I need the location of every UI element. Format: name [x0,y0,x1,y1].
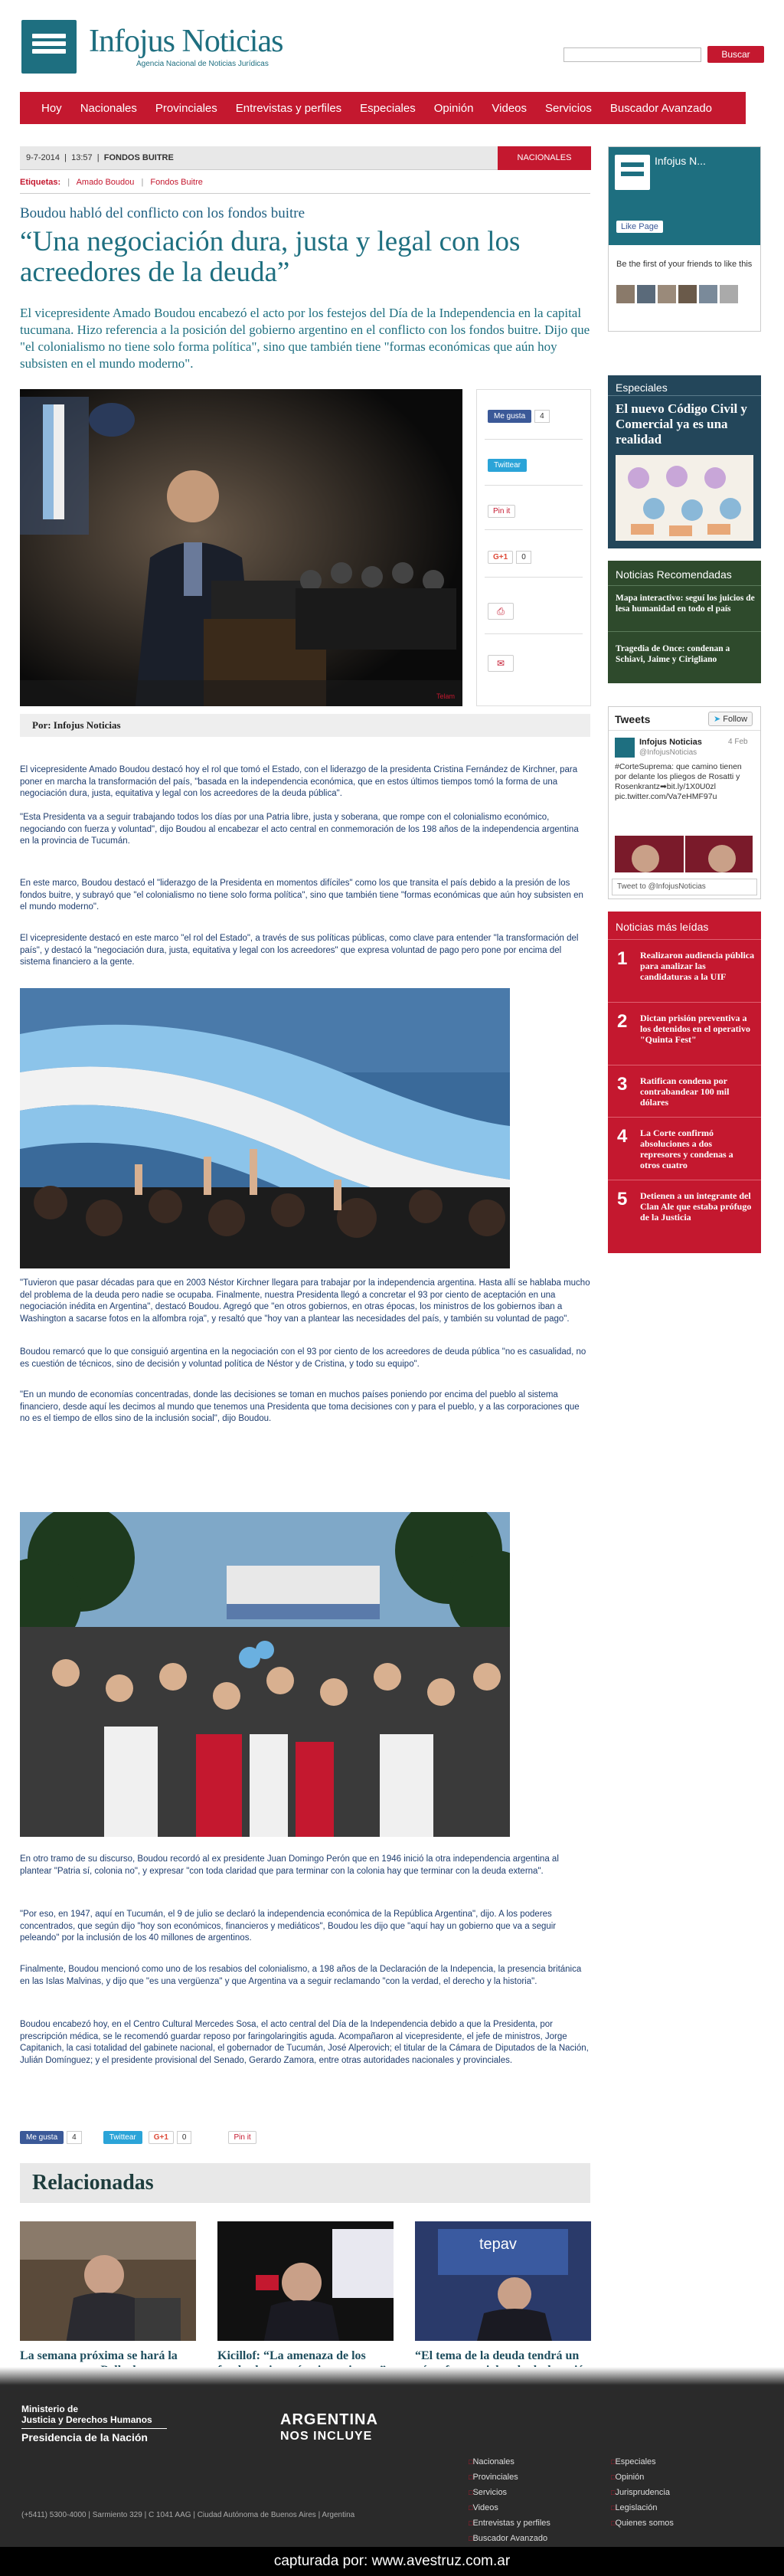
most-read-link[interactable]: Dictan prisión preventiva a los detenidos en el operativo "Quinta Fest" [640,1013,750,1045]
facebook-cover [609,147,760,245]
paragraph: Boudou remarcó que lo que consiguió argentina en la negociación con el 93 por ciento de los acreedores de deuda pública "no es casualidad, no es cuestión de técnicos, sino de decisión y voluntad política de Néstor y de Cristina, y todo su equipo". [20,1347,586,1369]
article-section[interactable]: FONDOS BUITRE [103,153,174,162]
main-nav [20,92,746,124]
footer-presidencia[interactable]: Presidencia de la Nación [21,2431,148,2443]
facebook-friends-avatars [616,285,738,303]
footer-ministerio[interactable]: Ministerio de Justicia y Derechos Humanos [21,2404,152,2425]
paragraph: En este marco, Boudou destacó el "liderazgo de la Presidenta en momentos difíciles" como los que transita el país debido a la presión de los fondos buitre, y subrayó que "el colonialismo no tiene solo forma política", sino que también tiene "formas económicas que aún hoy subsisten en el mundo moderno". [20,879,583,912]
most-read-number: 3 [617,1074,628,1095]
search-button[interactable]: Buscar [707,46,764,63]
facebook-page-widget [608,146,761,332]
nav-item[interactable]: Especiales [360,101,416,115]
tweet-text: #CorteSuprema: que camino tienen por delante los pliegos de Rosatti y Rosenkrantz➡bit.ly/1X0U0zl pic.twitter.com/Va7eHMF97u [615,762,742,801]
paragraph: "Esta Presidenta va a seguir trabajando todos los días por una Patria libre, justa y soberana, que rompe con el colonialismo económico, negociando con fuerza y voluntad", dijo Boudou al encabezar el acto central en conmemoración de los 198 años de la independencia argentina en la provincia de Tucumán. [20,813,579,846]
paragraph: Finalmente, Boudou mencionó como uno de los resabios del colonialismo, a 198 años de la Declaración de la Indepencia, la presencia británica en las Islas Malvinas, y dijo que "es una vergüenza" y que Argentina va a seguir reclamando "con la verdad, el derecho y la historia". [20,1965,582,1986]
article-lead: El vicepresidente Amado Boudou encabezó el acto por los festejos del Día de la Independencia en la capital tucumana. Hizo referencia a la posición del gobierno argentino en el conflicto con los fondos buitre. Dijo que "el colonialismo no tiene solo forma política", sino que también tiene "formas económicas que aún hoy subsisten en el mundo moderno". [20,306,590,371]
article-meta: 9-7-2014 | 13:57 | FONDOS BUITRE [20,146,590,170]
facebook-like-button[interactable]: Me gusta [20,2131,64,2144]
footer-link[interactable]: □ Servicios [469,2488,507,2497]
nav-item[interactable]: Servicios [545,101,592,115]
paragraph: El vicepresidente destacó en este marco "el rol del Estado", a través de sus políticas públicas, como clave para entender "la transformación del país", y destacó la "negociación dura, justa, equitativa y legal con los acreedores" que expresa voluntad de pago pero pone por encima del sistema financiero a la gente. [20,934,579,967]
tweet-handle: @InfojusNoticias [639,748,697,757]
capture-watermark: capturada por: www.avestruz.com.ar [0,2547,784,2576]
article-date: 9-7-2014 [26,153,60,162]
twitter-tweet-button[interactable]: Twittear [103,2131,142,2144]
page-avatar-icon [615,155,650,190]
article-time: 13:57 [71,153,93,162]
tags-label: Etiquetas: [20,178,61,187]
article-photo [20,988,510,1268]
footer-link[interactable]: □ Provinciales [469,2473,518,2482]
footer-shadow [0,2367,784,2385]
related-title[interactable]: Kicillof: “La amenaza de los [217,2349,366,2362]
especiales-title[interactable]: El nuevo Código Civil y Comercial ya es una realidad [616,401,747,447]
facebook-like[interactable] [488,408,550,423]
related-title[interactable]: “El tema de la deuda tendrá un [415,2349,580,2362]
nav-item[interactable]: Entrevistas y perfiles [235,101,342,115]
footer-link[interactable]: □ Especiales [611,2457,656,2466]
tweet-to-input[interactable]: Tweet to @InfojusNoticias [612,879,757,895]
twitter-bird-icon: ➤ [714,715,721,724]
nav-item[interactable]: Opinión [433,101,474,115]
facebook-like-count: 4 [534,410,550,423]
footer-address: (+5411) 5300-4000 | Sarmiento 329 | C 1041 AAG | Ciudad Autónoma de Buenos Aires | Argentina [21,2511,355,2519]
most-read-number: 1 [617,948,628,969]
related-thumbnail[interactable] [217,2221,394,2341]
most-read-link[interactable]: Ratifican condena por contrabandear 100 mil dólares [640,1075,730,1108]
paragraph: Boudou encabezó hoy, en el Centro Cultural Mercedes Sosa, el acto central del Día de la Independencia debido a que la Presidenta, por prescripción médica, se le recomendó guardar reposo por faringolaringitis aguda. Acompañaron al vicepresidente, el jefe de ministros, Jorge Capitanich, la casi totalidad del gabinete nacional, el gobernador de Tucumán, José Alperovich; el titular de la Cámara de Diputados de la Nación, Julián Domínguez; y el presidente provisional del Senado, Gerardo Zamora, entre otras autoridades nacionales y provinciales. [20,2020,589,2065]
twitter-widget [608,706,761,899]
share-bar-bottom [20,2129,256,2145]
article-photo [20,389,462,706]
especiales-heading: Especiales [616,381,668,394]
facebook-like-count: 4 [67,2131,82,2144]
tweets-heading: Tweets [615,713,651,725]
footer-link[interactable]: □ Opinión [611,2473,644,2482]
tweet-image[interactable] [615,836,753,872]
google-plus-button[interactable]: G+1 [149,2131,174,2144]
recomendada-link[interactable]: Mapa interactivo: seguí los juicios de lesa humanidad en todo el país [616,594,755,614]
tag-link[interactable]: Amado Boudou [76,178,135,187]
most-read-link[interactable]: Realizaron audiencia pública para analizar las candidaturas a la UIF [640,950,755,982]
footer-link[interactable]: □ Entrevistas y perfiles [469,2519,550,2528]
footer-argentina: ARGENTINA [280,2411,378,2428]
footer-link[interactable]: □ Jurisprudencia [611,2488,670,2497]
tweet-avatar[interactable] [615,738,635,758]
tag-link[interactable]: Fondos Buitre [150,178,203,187]
related-thumbnail[interactable] [415,2221,591,2341]
svg-text:tepav: tepav [479,2236,517,2253]
tweet-date[interactable]: 4 Feb [728,738,748,746]
paragraph: "En un mundo de economías concentradas, donde las decisiones se toman en muchos países poniendo por encima del pueblo al sistema financiero, desde aquí les decimos al mundo que tenemos una Presidenta que toma decisiones con y para el pueblo, y a las corporaciones que no es el tiempo de ellos sino de la inclusión social", dijo Boudou. [20,1390,580,1423]
recomendadas-heading: Noticias Recomendadas [616,568,732,581]
nav-item[interactable]: Nacionales [80,101,137,115]
nav-item[interactable]: Videos [492,101,528,115]
logo-subtitle: Agencia Nacional de Noticias Jurídicas [136,60,269,68]
search-input[interactable] [564,47,701,62]
nav-item[interactable]: Hoy [41,101,62,115]
footer-link[interactable]: □ Videos [469,2503,498,2512]
footer-link[interactable]: □ Buscador Avanzado [469,2534,547,2543]
recomendadas-widget [608,561,761,683]
google-plus-count: 0 [177,2131,192,2144]
logo-icon[interactable] [21,20,77,74]
especiales-image[interactable] [616,455,753,541]
most-read-number: 4 [617,1126,628,1147]
footer-link[interactable]: □ Legislación [611,2503,657,2512]
most-read-number: 5 [617,1189,628,1209]
like-page-button[interactable]: Like Page [616,221,663,233]
follow-button[interactable]: ➤ Follow [708,712,753,726]
paragraph: "Por eso, en 1947, aquí en Tucumán, el 9 de julio se declaró la independencia económica de la República Argentina", dijo. A los poderes concentrados, que según dijo "hoy son económicos, financieros y mediáticos", Boudou les dijo que "aquí hay un gobierno que va a seguir peleando" por la inclusión de los 40 millones de argentinos. [20,1910,557,1943]
pinterest-button[interactable]: Pin it [228,2131,256,2144]
most-read-link[interactable]: La Corte confirmó absoluciones a dos represores y condenas a otros cuatro [640,1128,733,1170]
divider [20,193,590,194]
nav-item[interactable]: Buscador Avanzado [609,101,713,115]
photo-credit: Telam [436,692,455,700]
mail-icon[interactable]: ✉ [488,655,514,672]
footer-nos-incluye: NOS INCLUYE [280,2430,373,2443]
article-kicker: Boudou habló del conflicto con los fondos buitre [20,205,305,221]
related-title[interactable]: La semana próxima se hará la [20,2349,178,2362]
tweet-author[interactable]: Infojus Noticias [639,738,702,747]
especiales-widget[interactable] [608,375,761,548]
most-read-number: 2 [617,1011,628,1032]
print-icon[interactable]: ⎙ [488,603,514,620]
google-plus-count: 0 [516,551,531,564]
related-thumbnail[interactable] [20,2221,196,2341]
paragraph: El vicepresidente Amado Boudou destacó hoy el rol que tomó el Estado, con el liderazgo de la presidenta Cristina Fernández de Kirchner, para poner en marcha la transformación del país, "basada en la independencia económica, que en estos últimos tiempos tomó la forma de una negociación dura, justa, equitativa y legal con los acreedores de la deuda pública". [20,765,578,798]
facebook-page-name[interactable]: Infojus N... [655,155,706,167]
most-read-heading: Noticias más leídas [616,921,709,933]
most-read-link[interactable]: Detienen a un integrante del Clan Ale que estaba prófugo de la Justicia [640,1190,752,1223]
share-panel [476,389,591,706]
paragraph: En otro tramo de su discurso, Boudou recordó al ex presidente Juan Domingo Perón que en 1946 inició la otra independencia argentina al plantear "Patria sí, colonia no", y expresar "con toda claridad que para terminar con la colonia hay que terminar con la deuda externa". [20,1854,559,1876]
logo-title[interactable]: Infojus Noticias [89,24,283,59]
most-read-widget [608,912,761,1253]
paragraph: "Tuvieron que pasar décadas para que en 2003 Néstor Kirchner llegara para trabajar por la independencia argentina. Hasta allí se hablaba mucho del problema de la deuda pero nadie se ocupaba. Finalmente, nuestra Presidenta llegó a concretar el 93 por ciento de aceptación en una negociación inédita en Argentina", destacó Boudou. Agregó que "en otros gobiernos, en otras épocas, los ministros de los gobiernos iban a Washington a sacarse fotos en la alfombra roja", y resaltó que "hoy van a plantear las necesidades del país, y también su voluntad de pago". [20,1278,590,1324]
footer-link[interactable]: □ Quienes somos [611,2519,674,2528]
facebook-like-button[interactable]: Me gusta [488,410,531,423]
related-heading: Relacionadas [20,2163,590,2203]
article-photo [20,1512,510,1837]
section-badge[interactable]: NACIONALES [498,146,591,170]
recomendada-link[interactable]: Tragedia de Once: condenan a Schiavi, Jaime y Cirigliano [616,644,730,664]
article-author: Por: Infojus Noticias [20,714,590,737]
article-headline: “Una negociación dura, justa y legal con los acreedores de la deuda” [20,226,521,288]
nav-item[interactable]: Provinciales [155,101,217,115]
pinterest-button[interactable]: Pin it [488,505,515,518]
tags-row: Etiquetas: | Amado Boudou | Fondos Buitre [20,178,203,187]
twitter-tweet-button[interactable]: Twittear [488,459,527,472]
google-plus-button[interactable]: G+1 [488,551,513,564]
facebook-friends-text: Be the first of your friends to like this [616,260,753,269]
footer-link[interactable]: □ Nacionales [469,2457,514,2466]
site-footer [0,2385,784,2547]
